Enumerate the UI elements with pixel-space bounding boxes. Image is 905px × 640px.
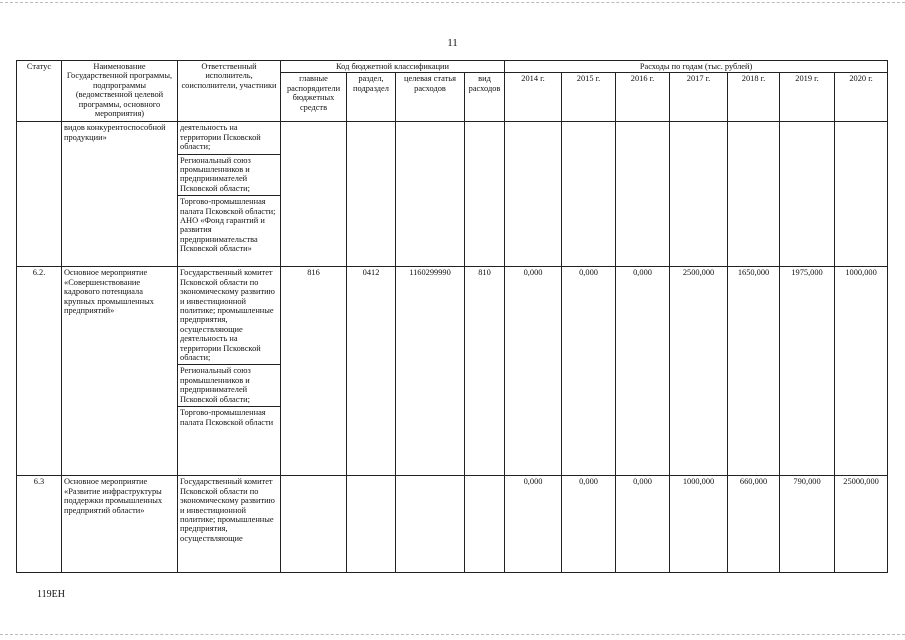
header-row-main	[17, 61, 888, 73]
executor-paragraph: Торгово-промышленная палата Псковской области	[180, 408, 274, 427]
row-value-2018: 1650,000	[728, 267, 780, 476]
row-value-2020: 1000,000	[835, 267, 888, 476]
row-status: 6.2.	[17, 267, 62, 476]
row-value-2016: 0,000	[616, 476, 670, 573]
table-row	[17, 122, 888, 267]
executor-paragraph: деятельность на территории Псковской области;	[178, 122, 280, 154]
row-code-type	[465, 476, 505, 573]
row-value-2018: 660,000	[728, 476, 780, 573]
row-code-manager: 816	[281, 267, 347, 476]
table-row	[17, 476, 888, 573]
header-status: Статус	[17, 61, 62, 122]
row-executor	[178, 122, 281, 267]
row-value-2020	[835, 122, 888, 267]
row-value-2017	[670, 122, 728, 267]
header-year-2019: 2019 г.	[780, 73, 835, 122]
row-status: 6.3	[17, 476, 62, 573]
row-value-2019: 790,000	[780, 476, 835, 573]
row-value-2017: 2500,000	[670, 267, 728, 476]
row-value-2014: 0,000	[505, 476, 562, 573]
header-section: раздел, подраздел	[347, 73, 396, 122]
executor-paragraph: Торгово-промышленная палата Псковской области; АНО «Фонд гарантий и развития предпринимательства Псковской области»	[180, 197, 276, 254]
header-target-article: целевая статья расходов	[396, 73, 465, 122]
top-scan-edge	[0, 2, 905, 3]
bottom-scan-edge	[0, 634, 905, 635]
header-year-2017: 2017 г.	[670, 73, 728, 122]
page-number: 11	[447, 37, 458, 49]
row-name: видов конкурентоспособной продукции»	[62, 122, 178, 267]
budget-table	[16, 60, 888, 573]
row-value-2017: 1000,000	[670, 476, 728, 573]
row-executor	[178, 267, 281, 476]
row-value-2015: 0,000	[562, 267, 616, 476]
header-year-2020: 2020 г.	[835, 73, 888, 122]
header-year-2015: 2015 г.	[562, 73, 616, 122]
executor-paragraph: Региональный союз промышленников и предпринимателей Псковской области;	[178, 155, 280, 197]
row-status	[17, 122, 62, 267]
row-executor	[178, 476, 281, 573]
table-row	[17, 267, 888, 476]
row-code-article	[396, 476, 465, 573]
row-value-2020: 25000,000	[835, 476, 888, 573]
executor-paragraph: Государственный комитет Псковской области по экономическому развитию и инвестиционной политике; промышленные предприятия, осуществляющие деятельность на территории Псковской области;	[178, 267, 280, 365]
row-name: Основное мероприятие «Совершенствование кадрового потенциала крупных промышленных предприятий»	[62, 267, 178, 476]
header-budget-code: Код бюджетной классификации	[281, 61, 505, 73]
executor-paragraph: Государственный комитет Псковской области по экономическому развитию и инвестиционной политике; промышленные предприятия, осуществляющие	[180, 477, 275, 543]
row-code-section	[347, 476, 396, 573]
row-code-section	[347, 122, 396, 267]
document-code: 119ЕН	[37, 589, 65, 600]
row-value-2015	[562, 122, 616, 267]
row-value-2019	[780, 122, 835, 267]
header-year-2016: 2016 г.	[616, 73, 670, 122]
header-expense-type: вид расходов	[465, 73, 505, 122]
row-value-2016: 0,000	[616, 267, 670, 476]
header-name: Наименование Государственной программы, подпрограммы (ведомственной целевой программы, основного мероприятия)	[62, 61, 178, 122]
header-year-2014: 2014 г.	[505, 73, 562, 122]
row-value-2019: 1975,000	[780, 267, 835, 476]
row-value-2015: 0,000	[562, 476, 616, 573]
header-year-2018: 2018 г.	[728, 73, 780, 122]
row-code-section: 0412	[347, 267, 396, 476]
row-value-2018	[728, 122, 780, 267]
row-value-2014	[505, 122, 562, 267]
row-name: Основное мероприятие «Развитие инфраструктуры поддержки промышленных предприятий области»	[62, 476, 178, 573]
header-executor: Ответственный исполнитель, соисполнители, участники	[178, 61, 281, 122]
row-code-manager	[281, 476, 347, 573]
executor-paragraph: Региональный союз промышленников и предпринимателей Псковской области;	[178, 365, 280, 407]
row-code-article	[396, 122, 465, 267]
row-code-article: 1160299990	[396, 267, 465, 476]
row-code-type: 810	[465, 267, 505, 476]
header-expenses: Расходы по годам (тыс. рублей)	[505, 61, 888, 73]
row-value-2016	[616, 122, 670, 267]
row-code-type	[465, 122, 505, 267]
row-code-manager	[281, 122, 347, 267]
row-value-2014: 0,000	[505, 267, 562, 476]
header-main-managers: главные распорядители бюджетных средств	[281, 73, 347, 122]
